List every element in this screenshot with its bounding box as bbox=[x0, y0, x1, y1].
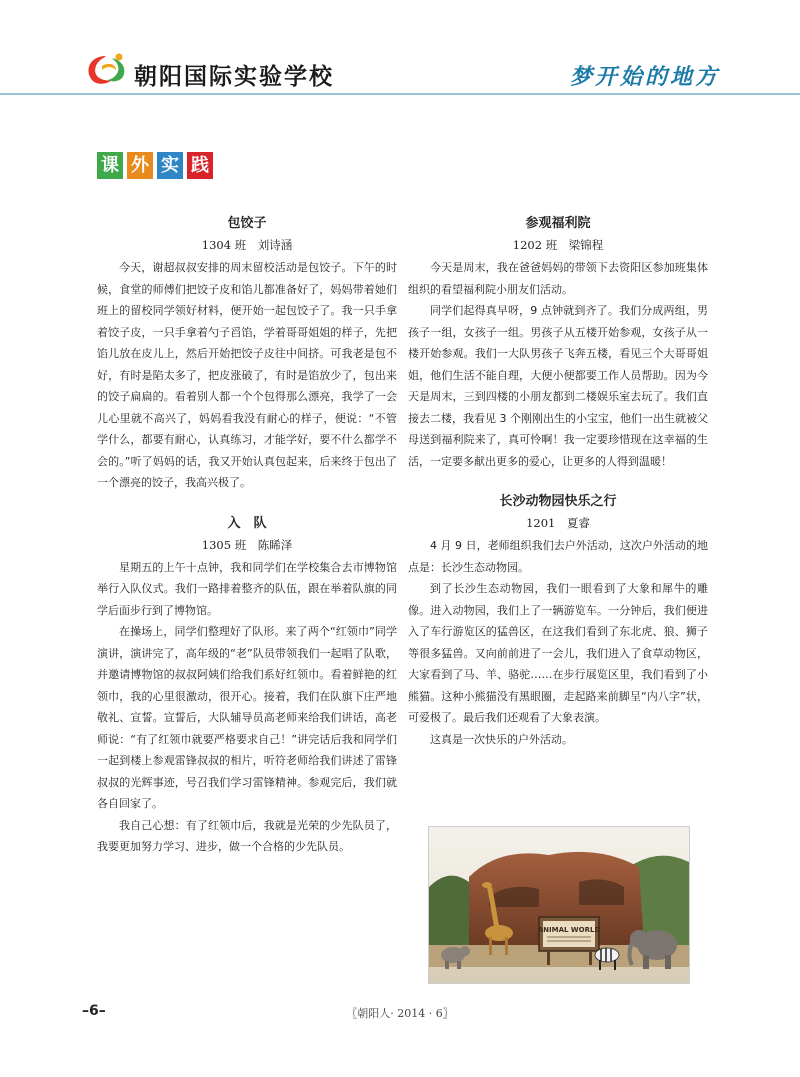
magazine-issue: 〖朝阳人· 2014 · 6〗 bbox=[346, 1007, 454, 1020]
article-title: 包饺子 bbox=[227, 216, 267, 231]
page-number: –6– bbox=[82, 1003, 106, 1019]
article bbox=[408, 214, 708, 472]
section-title-char: 实 bbox=[157, 152, 183, 179]
article-paragraph: 到了长沙生态动物园，我们一眼看到了大象和犀牛的雕像。进入动物园，我们上了一辆游览车。一分钟后，我们便进入了车行游览区的猛兽区，在这我们看到了东北虎、狼、狮子等很多猛兽。又向前前进了一会儿，我们进入了食草动物区，大家看到了马、羊、骆驼……在步行展览区里，我们看到了小熊猫。这种小熊猫没有黑眼圈，走起路来前脚呈“内八字”状，可爱极了。最后我们还观看了大象表演。 bbox=[408, 582, 708, 724]
article-title: 入 队 bbox=[227, 515, 267, 531]
left-column bbox=[97, 214, 397, 858]
article bbox=[408, 492, 708, 750]
right-column bbox=[408, 214, 708, 750]
section-title-char: 践 bbox=[187, 152, 213, 179]
zoo-photo bbox=[428, 826, 690, 984]
article-title: 长沙动物园快乐之行 bbox=[499, 494, 617, 509]
article bbox=[97, 214, 397, 494]
article-paragraph: 4 月 9 日，老师组织我们去户外活动，这次户外活动的地点是：长沙生态动物园。 bbox=[408, 539, 708, 574]
article-paragraph: 我自己心想：有了红领巾后，我就是光荣的少先队员了，我要更加努力学习、进步，做一个合格的少先队员。 bbox=[97, 818, 397, 853]
article-author: 1305 班 陈睎泽 bbox=[201, 537, 293, 552]
section-title-char: 外 bbox=[127, 152, 153, 179]
article-paragraph: 今天，谢超叔叔安排的周末留校活动是包饺子。下午的时候，食堂的师傅们把饺子皮和馅儿都准备好了，妈妈带着她们班上的留校同学领好材料，便开始一起包饺子了。我一只手拿着饺子皮，一只手拿着勺子舀馅，学着哥哥姐姐的样子，先把馅儿放在皮儿上，然后开始把饺子皮往中间挤。可我老是包不好，有时是陷太多了，把皮涨破了，有时是馅放少了，包出来的饺子扁扁的。看着别人都一个个包得那么漂亮，我学了一会儿心里就不高兴了，妈妈看我没有耐心的样子，便说：“不管学什么，都要有耐心，认真练习，才能学好，要不什么都学不会的。”听了妈妈的话，我又开始认真包起来，后来终于包出了一个漂亮的饺子，我高兴极了。 bbox=[97, 261, 397, 489]
page-header bbox=[0, 0, 800, 96]
article-paragraph: 今天是周末，我在爸爸妈妈的带领下去资阳区参加班集体组织的看望福利院小朋友们活动。 bbox=[408, 261, 708, 296]
article-title: 参观福利院 bbox=[525, 216, 591, 231]
section-title bbox=[97, 152, 213, 179]
article-author: 1201 夏睿 bbox=[526, 516, 590, 530]
article-paragraph: 在操场上，同学们整理好了队形。来了两个“红领巾”同学演讲，演讲完了，高年级的“老”队员带领我们一起唱了队歌，并邀请博物馆的叔叔阿姨们给我们系好红领巾。看着鲜艳的红领巾，我的心里很激动，很开心。接着，我们在队旗下庄严地敬礼、宣誓。宣誓后，大队辅导员高老师来给我们讲话，高老师说：“有了红领巾就要严格要求自己！”讲完话后我和同学们一起到楼上参观雷锋叔叔的相片，听符老师给我们讲述了雷锋叔叔的光辉事迹，号召我们学习雷锋精神。参观完后，我们就各自回家了。 bbox=[97, 625, 397, 810]
article-author: 1304 班 刘诗涵 bbox=[201, 238, 293, 252]
article-paragraph: 星期五的上午十点钟，我和同学们在学校集合去市博物馆举行入队仪式。我们一路排着整齐的队伍，跟在举着队旗的同学后面步行到了博物馆。 bbox=[97, 560, 397, 617]
article-author: 1202 班 梁锦程 bbox=[512, 238, 604, 252]
header-divider bbox=[0, 93, 800, 95]
article-paragraph: 这真是一次快乐的户外活动。 bbox=[430, 732, 573, 746]
article bbox=[97, 514, 397, 858]
article-paragraph: 同学们起得真早呀，9 点钟就到齐了。我们分成两组，男孩子一组，女孩子一组。男孩子从五楼开始参观，女孩子从一楼开始参观。我们一大队男孩子飞奔五楼，看见三个大哥哥姐姐，他们生活不能自理，大便小便都要工作人员帮助。因为今天是周末，三到四楼的小朋友都到二楼娱乐室去玩了。我们直接去二楼，我看见 3 个刚刚出生的小宝宝，他们一出生就被父母送到福利院来了，真可怜啊！我一定要珍惜现在这幸福的生活，一定要多献出更多的爱心，让更多的人得到温暖！ bbox=[408, 304, 708, 468]
section-title-char: 课 bbox=[97, 152, 123, 179]
sign-title: ANIMAL WORLD bbox=[537, 926, 601, 934]
school-logo-icon bbox=[82, 52, 130, 86]
header-slogan: 梦开始的地方 bbox=[569, 64, 720, 90]
zoo-illustration bbox=[429, 827, 689, 983]
school-name: 朝阳国际实验学校 bbox=[134, 63, 334, 90]
